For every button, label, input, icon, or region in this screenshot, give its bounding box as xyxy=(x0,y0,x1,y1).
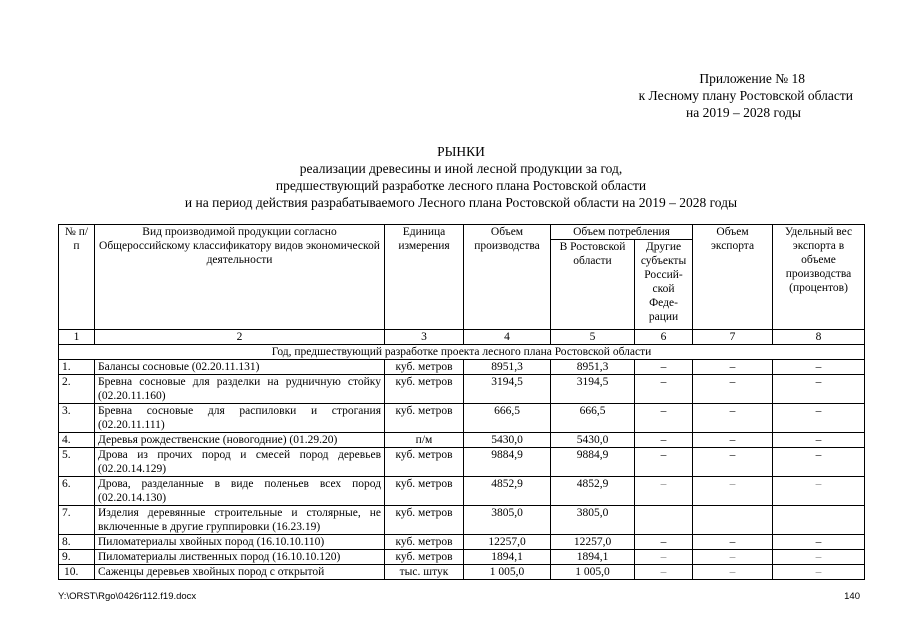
table-row xyxy=(59,535,865,550)
other-regions-cell xyxy=(635,506,693,535)
product-name: Бревна сосновые для распиловки и строгания (02.20.11.111) xyxy=(95,404,385,433)
table-row xyxy=(59,404,865,433)
product-name: Дрова из прочих пород и смесей пород деревьев (02.20.14.129) xyxy=(95,448,385,477)
export-share-cell: – xyxy=(773,550,865,565)
export-cell: – xyxy=(693,404,773,433)
other-regions-cell: – xyxy=(635,448,693,477)
unit-cell: куб. метров xyxy=(385,404,464,433)
header-production: Объем производства xyxy=(464,225,551,330)
other-regions-cell: – xyxy=(635,550,693,565)
export-share-cell: – xyxy=(773,360,865,375)
rostov-cell: 8951,3 xyxy=(551,360,635,375)
header-kind: Вид производимой продукции согласно Общероссийскому классификатору видов экономической деятельности xyxy=(95,225,385,330)
header-unit: Единица измерения xyxy=(385,225,464,330)
appendix-plan: к Лесному плану Ростовской области xyxy=(638,88,853,103)
col-number: 5 xyxy=(551,330,635,345)
rostov-cell: 9884,9 xyxy=(551,448,635,477)
export-share-cell: – xyxy=(773,404,865,433)
unit-cell: куб. метров xyxy=(385,375,464,404)
col-number: 6 xyxy=(635,330,693,345)
export-share-cell xyxy=(773,506,865,535)
export-cell: – xyxy=(693,535,773,550)
product-name: Изделия деревянные строительные и столярные, не включенные в другие группировки (16.23.19) xyxy=(95,506,385,535)
product-name: Дрова, разделанные в виде поленьев всех пород (02.20.14.130) xyxy=(95,477,385,506)
table-row xyxy=(59,433,865,448)
production-cell: 12257,0 xyxy=(464,535,551,550)
export-cell: – xyxy=(693,360,773,375)
rostov-cell: 5430,0 xyxy=(551,433,635,448)
export-share-cell: – xyxy=(773,477,865,506)
unit-cell: куб. метров xyxy=(385,448,464,477)
production-cell: 3805,0 xyxy=(464,506,551,535)
header-consumption: Объем потребления xyxy=(551,225,693,240)
rostov-cell: 3805,0 xyxy=(551,506,635,535)
col-number: 3 xyxy=(385,330,464,345)
product-name: Деревья рождественские (новогодние) (01.29.20) xyxy=(95,433,385,448)
rostov-cell: 1894,1 xyxy=(551,550,635,565)
rostov-cell: 3194,5 xyxy=(551,375,635,404)
rostov-cell: 1 005,0 xyxy=(551,565,635,580)
title-line-3: и на период действия разрабатываемого Лесного плана Ростовской области на 2019 – 2028 годы xyxy=(184,195,738,210)
table-row xyxy=(59,565,865,580)
markets-table xyxy=(58,224,865,580)
other-regions-cell: – xyxy=(635,433,693,448)
col-number: 4 xyxy=(464,330,551,345)
unit-cell: куб. метров xyxy=(385,550,464,565)
appendix-header xyxy=(639,70,853,121)
table-row xyxy=(59,360,865,375)
title-heading: РЫНКИ xyxy=(437,144,485,159)
production-cell: 5430,0 xyxy=(464,433,551,448)
rostov-cell: 12257,0 xyxy=(551,535,635,550)
section-row xyxy=(59,345,865,360)
row-number: 2. xyxy=(59,375,95,404)
other-regions-cell: – xyxy=(635,360,693,375)
product-name: Балансы сосновые (02.20.11.131) xyxy=(95,360,385,375)
other-regions-cell: – xyxy=(635,375,693,404)
table-row xyxy=(59,477,865,506)
row-number: 5. xyxy=(59,448,95,477)
other-regions-cell: – xyxy=(635,565,693,580)
header-export: Объем экспорта xyxy=(693,225,773,330)
table-row xyxy=(59,375,865,404)
unit-cell: п/м xyxy=(385,433,464,448)
export-cell: – xyxy=(693,433,773,448)
col-number: 8 xyxy=(773,330,865,345)
production-cell: 3194,5 xyxy=(464,375,551,404)
title-line-1: реализации древесины и иной лесной продукции за год, xyxy=(299,161,623,176)
rostov-cell: 666,5 xyxy=(551,404,635,433)
production-cell: 8951,3 xyxy=(464,360,551,375)
header-num: № п/п xyxy=(59,225,95,330)
export-share-cell: – xyxy=(773,375,865,404)
export-cell: – xyxy=(693,565,773,580)
col-number: 1 xyxy=(59,330,95,345)
unit-cell: тыс. штук xyxy=(385,565,464,580)
unit-cell: куб. метров xyxy=(385,477,464,506)
table-row xyxy=(59,550,865,565)
col-number: 7 xyxy=(693,330,773,345)
row-number: 7. xyxy=(59,506,95,535)
production-cell: 4852,9 xyxy=(464,477,551,506)
header-other: Другие субъекты Россий-ской Феде-рации xyxy=(635,240,693,330)
product-name: Бревна сосновые для разделки на рудничную стойку (02.20.11.160) xyxy=(95,375,385,404)
header-rostov: В Ростовской области xyxy=(551,240,635,330)
production-cell: 1894,1 xyxy=(464,550,551,565)
row-number: 4. xyxy=(59,433,95,448)
export-cell: – xyxy=(693,448,773,477)
unit-cell: куб. метров xyxy=(385,506,464,535)
appendix-years: на 2019 – 2028 годы xyxy=(686,105,801,120)
other-regions-cell: – xyxy=(635,404,693,433)
export-share-cell: – xyxy=(773,433,865,448)
export-cell: – xyxy=(693,477,773,506)
export-cell xyxy=(693,506,773,535)
product-name: Пиломатериалы хвойных пород (16.10.10.110) xyxy=(95,535,385,550)
production-cell: 666,5 xyxy=(464,404,551,433)
production-cell: 1 005,0 xyxy=(464,565,551,580)
section-title: Год, предшествующий разработке проекта лесного плана Ростовской области xyxy=(59,345,865,360)
unit-cell: куб. метров xyxy=(385,535,464,550)
appendix-number: Приложение № 18 xyxy=(699,71,805,86)
other-regions-cell: – xyxy=(635,477,693,506)
export-share-cell: – xyxy=(773,565,865,580)
page-number: 140 xyxy=(844,591,860,602)
row-number: 8. xyxy=(59,535,95,550)
row-number: 10. xyxy=(59,565,95,580)
column-number-row xyxy=(59,330,865,345)
header-share: Удельный вес экспорта в объеме производства (процентов) xyxy=(773,225,865,330)
export-cell: – xyxy=(693,550,773,565)
row-number: 9. xyxy=(59,550,95,565)
row-number: 1. xyxy=(59,360,95,375)
production-cell: 9884,9 xyxy=(464,448,551,477)
table-row xyxy=(59,506,865,535)
table-row xyxy=(59,448,865,477)
file-path: Y:\ORST\Rgo\0426r112.f19.docx xyxy=(58,591,197,602)
export-share-cell: – xyxy=(773,448,865,477)
export-cell: – xyxy=(693,375,773,404)
rostov-cell: 4852,9 xyxy=(551,477,635,506)
unit-cell: куб. метров xyxy=(385,360,464,375)
title-line-2: предшествующий разработке лесного плана Ростовской области xyxy=(275,178,647,193)
col-number: 2 xyxy=(95,330,385,345)
product-name: Саженцы деревьев хвойных пород с открытой xyxy=(95,565,385,580)
document-title xyxy=(58,143,864,211)
row-number: 6. xyxy=(59,477,95,506)
row-number: 3. xyxy=(59,404,95,433)
export-share-cell: – xyxy=(773,535,865,550)
product-name: Пиломатериалы лиственных пород (16.10.10.120) xyxy=(95,550,385,565)
other-regions-cell: – xyxy=(635,535,693,550)
